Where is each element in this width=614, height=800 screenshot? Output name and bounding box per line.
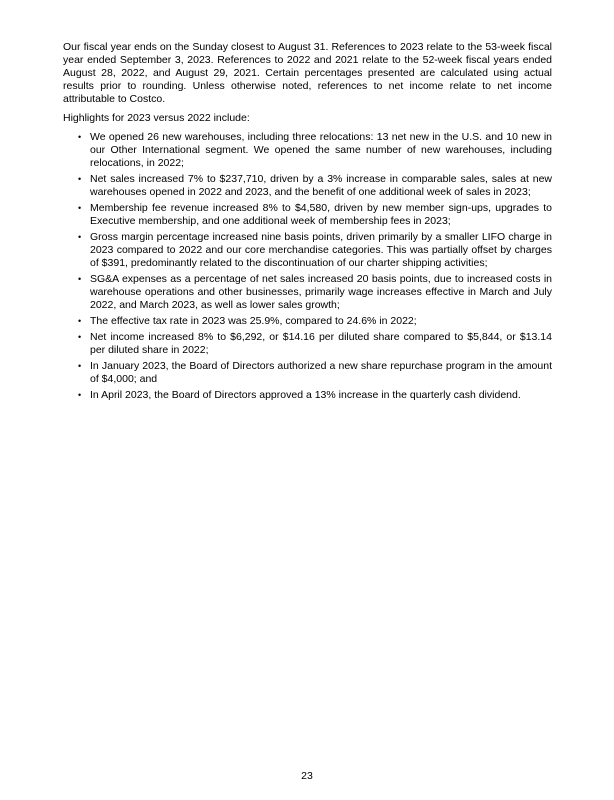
list-item-text: We opened 26 new warehouses, including three relocations: 13 net new in the U.S. and 10 new in our Other International segment. We opened the same number of new warehouses, including relocations, in 2022; (90, 131, 552, 169)
list-item (63, 131, 552, 170)
list-item-text: In January 2023, the Board of Directors authorized a new share repurchase program in the amount of $4,000; and (90, 360, 552, 385)
bullet-icon: • (78, 390, 82, 400)
page-content (63, 41, 552, 405)
list-item (63, 231, 552, 270)
bullet-icon: • (78, 361, 82, 371)
list-item-text: Membership fee revenue increased 8% to $4,580, driven by new member sign-ups, upgrades to Executive membership, and one additional week of membership fees in 2023; (90, 202, 552, 227)
list-item-text: SG&A expenses as a percentage of net sales increased 20 basis points, due to increased costs in warehouse operations and other businesses, primarily wage increases effective in March and July 2022, and March 2023, as well as lower sales growth; (90, 273, 552, 311)
bullet-icon: • (78, 316, 82, 326)
bullet-icon: • (78, 332, 82, 342)
list-item (63, 202, 552, 228)
list-item (63, 273, 552, 312)
list-item-text: Net income increased 8% to $6,292, or $14.16 per diluted share compared to $5,844, or $13.14 per diluted share in 2022; (90, 331, 552, 356)
highlights-heading: Highlights for 2023 versus 2022 include: (63, 112, 250, 124)
bullet-icon: • (78, 274, 82, 284)
bullet-icon: • (78, 232, 82, 242)
highlights-list (63, 131, 552, 402)
bullet-icon: • (78, 174, 82, 184)
list-item-text: The effective tax rate in 2023 was 25.9%, compared to 24.6% in 2022; (90, 315, 417, 327)
list-item-text: In April 2023, the Board of Directors approved a 13% increase in the quarterly cash dividend. (90, 389, 521, 401)
intro-paragraph: Our fiscal year ends on the Sunday closest to August 31. References to 2023 relate to the 53-week fiscal year ended September 3, 2023. References to 2022 and 2021 relate to the 52-week fiscal years ended August 28, 2022, and August 29, 2021. Certain percentages presented are calculated using actual results prior to rounding. Unless otherwise noted, references to net income relate to net income attributable to Costco. (63, 41, 552, 105)
bullet-icon: • (78, 132, 82, 142)
list-item (63, 331, 552, 357)
list-item-text: Net sales increased 7% to $237,710, driven by a 3% increase in comparable sales, sales at new warehouses opened in 2022 and 2023, and the benefit of one additional week of sales in 2023; (90, 173, 552, 198)
page-number: 23 (301, 770, 313, 782)
list-item (63, 360, 552, 386)
bullet-icon: • (78, 203, 82, 213)
list-item (63, 315, 552, 328)
list-item-text: Gross margin percentage increased nine basis points, driven primarily by a smaller LIFO charge in 2023 compared to 2022 and our core merchandise categories. This was partially offset by charges of $391, predominantly related to the discontinuation of our charter shipping activities; (90, 231, 552, 269)
list-item (63, 173, 552, 199)
list-item (63, 389, 552, 402)
